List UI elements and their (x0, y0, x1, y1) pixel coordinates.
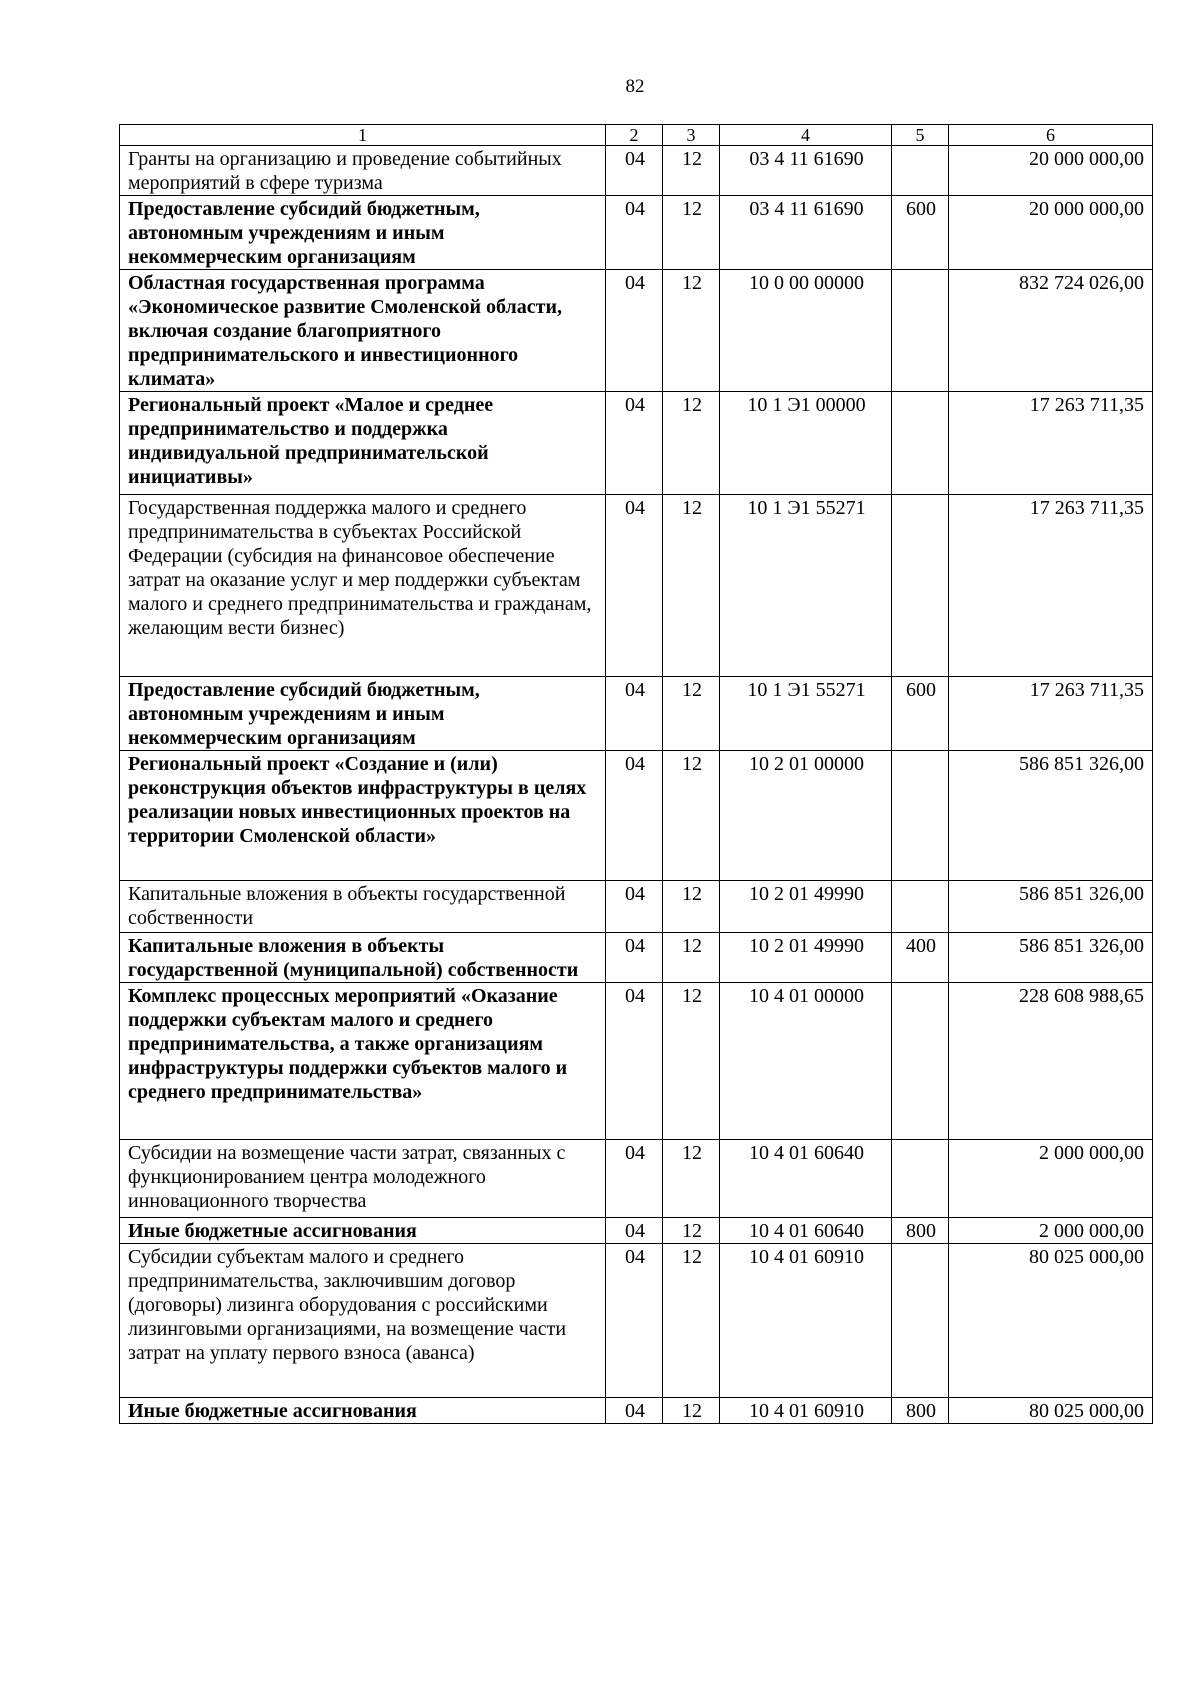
row-expense-type: 600 (892, 196, 949, 270)
row-section: 04 (606, 751, 663, 881)
row-expense-type (892, 983, 949, 1140)
page-number: 82 (625, 76, 645, 97)
row-expense-type: 800 (892, 1398, 949, 1424)
row-sum: 17 263 711,35 (949, 392, 1153, 495)
row-target-code: 10 2 01 00000 (720, 751, 892, 881)
row-section: 04 (606, 933, 663, 983)
table-row (120, 495, 1153, 677)
row-name: Иные бюджетные ассигнования (120, 1218, 606, 1244)
header-cell-2: 2 (606, 125, 663, 146)
table-row (120, 1398, 1153, 1424)
row-name: Капитальные вложения в объекты государственной собственности (120, 881, 606, 933)
header-cell-5: 5 (892, 125, 949, 146)
row-sum: 80 025 000,00 (949, 1398, 1153, 1424)
row-sum: 228 608 988,65 (949, 983, 1153, 1140)
row-subsection: 12 (663, 1244, 720, 1398)
row-section: 04 (606, 392, 663, 495)
row-target-code: 10 4 01 60640 (720, 1218, 892, 1244)
row-sum: 586 851 326,00 (949, 751, 1153, 881)
table-row (120, 1244, 1153, 1398)
row-subsection: 12 (663, 881, 720, 933)
row-expense-type: 600 (892, 677, 949, 751)
row-sum: 20 000 000,00 (949, 146, 1153, 196)
row-name: Региональный проект «Создание и (или) реконструкция объектов инфраструктуры в целях реализации новых инвестиционных проектов на территории Смоленской области» (120, 751, 606, 881)
row-name: Предоставление субсидий бюджетным, автономным учреждениям и иным некоммерческим организациям (120, 196, 606, 270)
row-sum: 832 724 026,00 (949, 270, 1153, 392)
row-target-code: 10 4 01 60910 (720, 1398, 892, 1424)
row-section: 04 (606, 1244, 663, 1398)
row-target-code: 10 1 Э1 55271 (720, 495, 892, 677)
row-name: Предоставление субсидий бюджетным, автономным учреждениям и иным некоммерческим организациям (120, 677, 606, 751)
row-expense-type (892, 1244, 949, 1398)
table-row (120, 677, 1153, 751)
row-target-code: 03 4 11 61690 (720, 196, 892, 270)
row-sum: 17 263 711,35 (949, 495, 1153, 677)
header-cell-4: 4 (720, 125, 892, 146)
row-subsection: 12 (663, 677, 720, 751)
row-expense-type (892, 881, 949, 933)
table-header-row (120, 125, 1153, 146)
row-subsection: 12 (663, 146, 720, 196)
row-expense-type (892, 392, 949, 495)
table-row (120, 983, 1153, 1140)
row-sum: 586 851 326,00 (949, 933, 1153, 983)
header-cell-3: 3 (663, 125, 720, 146)
row-name: Областная государственная программа «Экономическое развитие Смоленской области, включая создание благоприятного предпринимательского и инвестиционного климата» (120, 270, 606, 392)
row-name: Комплекс процессных мероприятий «Оказание поддержки субъектам малого и среднего предпринимательства, а также организациям инфраструктуры поддержки субъектов малого и среднего предпринимательства» (120, 983, 606, 1140)
row-sum: 2 000 000,00 (949, 1140, 1153, 1218)
row-section: 04 (606, 677, 663, 751)
row-section: 04 (606, 495, 663, 677)
row-sum: 80 025 000,00 (949, 1244, 1153, 1398)
row-subsection: 12 (663, 392, 720, 495)
row-sum: 2 000 000,00 (949, 1218, 1153, 1244)
row-name: Субсидии на возмещение части затрат, связанных с функционированием центра молодежного инновационного творчества (120, 1140, 606, 1218)
row-expense-type (892, 146, 949, 196)
row-subsection: 12 (663, 983, 720, 1140)
row-subsection: 12 (663, 1398, 720, 1424)
row-section: 04 (606, 196, 663, 270)
table-row (120, 392, 1153, 495)
row-expense-type (892, 1140, 949, 1218)
table-row (120, 751, 1153, 881)
row-expense-type (892, 751, 949, 881)
table-row (120, 146, 1153, 196)
row-name: Капитальные вложения в объекты государственной (муниципальной) собственности (120, 933, 606, 983)
budget-table (119, 124, 1153, 1424)
row-target-code: 10 4 01 00000 (720, 983, 892, 1140)
row-section: 04 (606, 1218, 663, 1244)
row-section: 04 (606, 1398, 663, 1424)
table-row (120, 270, 1153, 392)
row-section: 04 (606, 983, 663, 1140)
table-row (120, 933, 1153, 983)
row-subsection: 12 (663, 751, 720, 881)
row-target-code: 03 4 11 61690 (720, 146, 892, 196)
table-row (120, 1218, 1153, 1244)
row-subsection: 12 (663, 270, 720, 392)
row-section: 04 (606, 270, 663, 392)
table-row (120, 1140, 1153, 1218)
row-name: Субсидии субъектам малого и среднего предпринимательства, заключившим договор (договоры) лизинга оборудования с российскими лизинговыми организациями, на возмещение части затрат на уплату первого взноса (аванса) (120, 1244, 606, 1398)
row-subsection: 12 (663, 1140, 720, 1218)
row-target-code: 10 2 01 49990 (720, 933, 892, 983)
row-expense-type: 400 (892, 933, 949, 983)
row-section: 04 (606, 881, 663, 933)
row-subsection: 12 (663, 1218, 720, 1244)
row-name: Гранты на организацию и проведение событийных мероприятий в сфере туризма (120, 146, 606, 196)
row-expense-type (892, 495, 949, 677)
row-expense-type: 800 (892, 1218, 949, 1244)
row-target-code: 10 1 Э1 55271 (720, 677, 892, 751)
row-subsection: 12 (663, 495, 720, 677)
row-section: 04 (606, 146, 663, 196)
table-row (120, 196, 1153, 270)
row-sum: 17 263 711,35 (949, 677, 1153, 751)
row-sum: 586 851 326,00 (949, 881, 1153, 933)
row-subsection: 12 (663, 933, 720, 983)
row-expense-type (892, 270, 949, 392)
row-target-code: 10 1 Э1 00000 (720, 392, 892, 495)
header-cell-1: 1 (120, 125, 606, 146)
row-name: Иные бюджетные ассигнования (120, 1398, 606, 1424)
row-name: Региональный проект «Малое и среднее предпринимательство и поддержка индивидуальной предпринимательской инициативы» (120, 392, 606, 495)
row-section: 04 (606, 1140, 663, 1218)
row-sum: 20 000 000,00 (949, 196, 1153, 270)
header-cell-6: 6 (949, 125, 1153, 146)
row-target-code: 10 4 01 60910 (720, 1244, 892, 1398)
row-subsection: 12 (663, 196, 720, 270)
row-target-code: 10 4 01 60640 (720, 1140, 892, 1218)
row-target-code: 10 0 00 00000 (720, 270, 892, 392)
row-name: Государственная поддержка малого и среднего предпринимательства в субъектах Российской Федерации (субсидия на финансовое обеспечение затрат на оказание услуг и мер поддержки субъектам малого и среднего предпринимательства и гражданам, желающим вести бизнес) (120, 495, 606, 677)
row-target-code: 10 2 01 49990 (720, 881, 892, 933)
table-row (120, 881, 1153, 933)
